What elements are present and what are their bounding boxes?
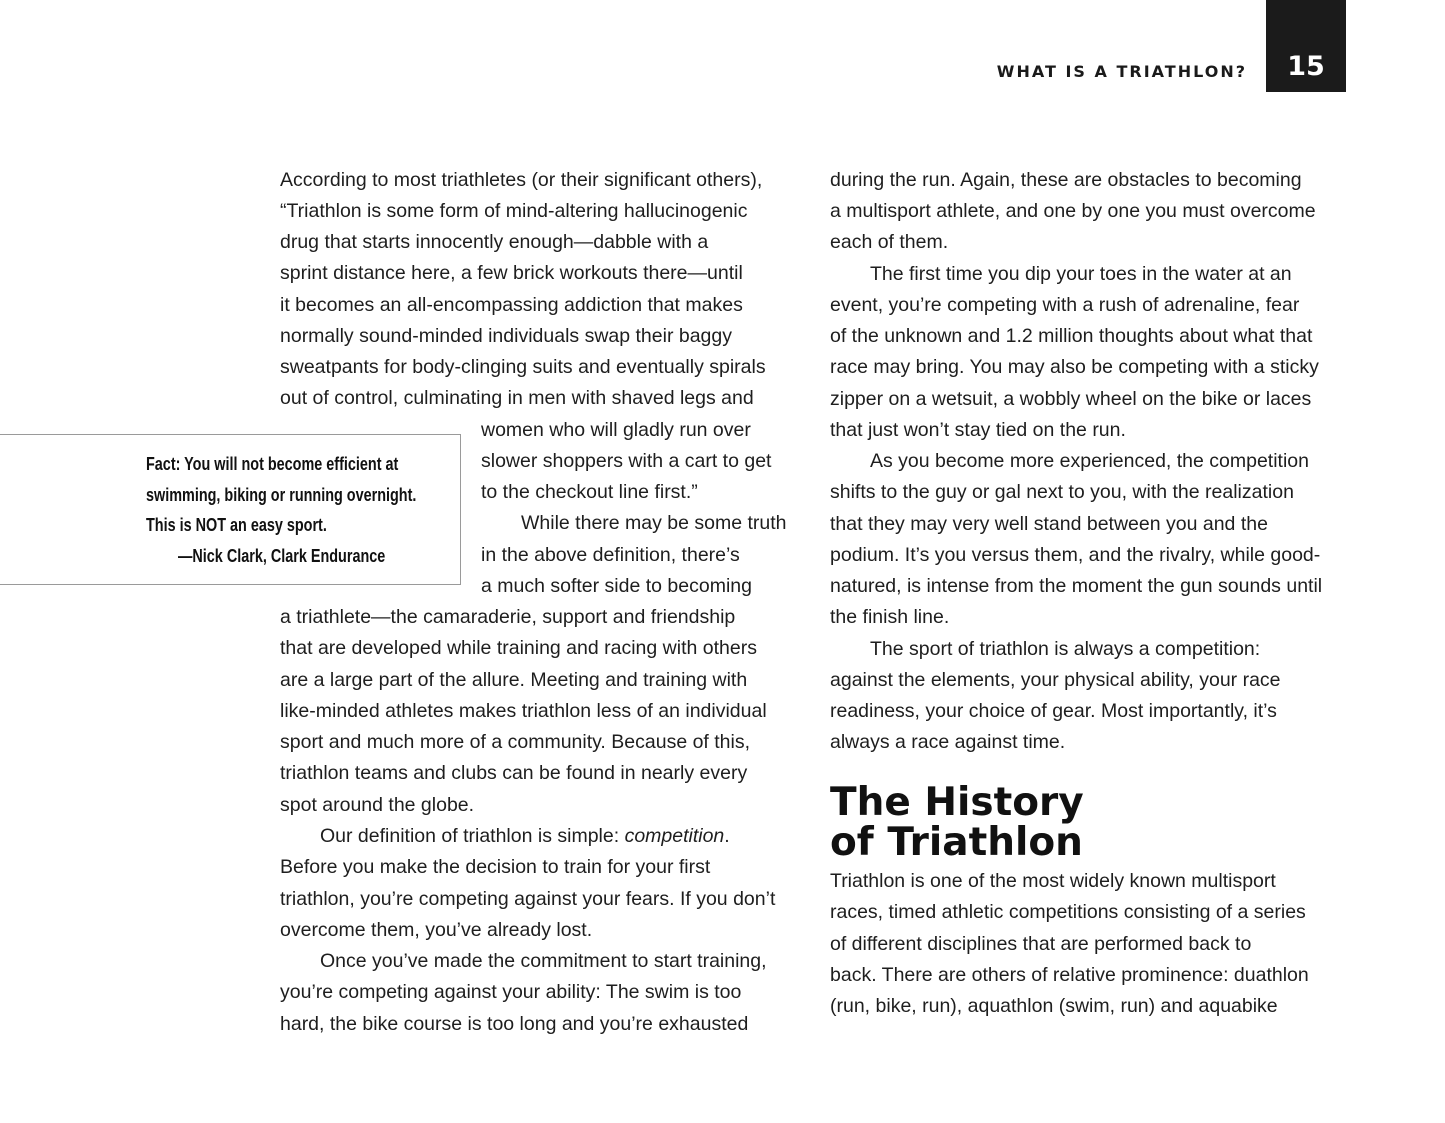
- body-line: The first time you dip your toes in the water at an: [870, 263, 1292, 285]
- body-line: a triathlete—the camaraderie, support and friendship: [280, 606, 736, 628]
- body-line: shifts to the guy or gal next to you, with the realization: [830, 481, 1294, 503]
- body-line: The sport of triathlon is always a competition:: [870, 638, 1261, 660]
- sidebar-line: swimming, biking or running overnight.: [146, 485, 417, 505]
- body-line: hard, the bike course is too long and you’re exhausted: [280, 1013, 749, 1035]
- body-line: Before you make the decision to train for your first: [280, 856, 711, 878]
- body-line: of different disciplines that are performed back to: [830, 933, 1252, 955]
- body-line: that are developed while training and racing with others: [280, 637, 757, 659]
- sidebar-line: This is NOT an easy sport.: [146, 515, 327, 535]
- body-line: that just won’t stay tied on the run.: [830, 419, 1126, 441]
- body-line: always a race against time.: [830, 731, 1066, 753]
- body-line: sprint distance here, a few brick workouts there—until: [280, 262, 743, 284]
- body-line: back. There are others of relative prominence: duathlon: [830, 964, 1309, 986]
- body-line: in the above definition, there’s: [481, 544, 740, 566]
- body-line: sport and much more of a community. Because of this,: [280, 731, 751, 753]
- body-line: According to most triathletes (or their significant others),: [280, 169, 763, 191]
- body-line: it becomes an all-encompassing addiction that makes: [280, 294, 743, 316]
- body-line: of the unknown and 1.2 million thoughts about what that: [830, 325, 1313, 347]
- sidebar-fact-box: [0, 434, 461, 585]
- body-line: Triathlon is one of the most widely known multisport: [830, 870, 1276, 892]
- body-line: you’re competing against your ability: The swim is too: [280, 981, 742, 1003]
- body-line: podium. It’s you versus them, and the rivalry, while good-: [830, 544, 1321, 566]
- body-line: While there may be some truth: [521, 512, 787, 534]
- section-heading-line: of Triathlon: [830, 820, 1083, 865]
- body-line: women who will gladly run over: [481, 419, 751, 441]
- body-line: readiness, your choice of gear. Most importantly, it’s: [830, 700, 1277, 722]
- body-line: (run, bike, run), aquathlon (swim, run) and aquabike: [830, 995, 1278, 1017]
- body-line: triathlon, you’re competing against your fears. If you don’t: [280, 888, 776, 910]
- body-line: a multisport athlete, and one by one you must overcome: [830, 200, 1316, 222]
- body-line: against the elements, your physical ability, your race: [830, 669, 1281, 691]
- body-line: spot around the globe.: [280, 794, 475, 816]
- body-line: are a large part of the allure. Meeting and training with: [280, 669, 748, 691]
- page-number: 15: [1287, 51, 1325, 82]
- body-line: natured, is intense from the moment the gun sounds until: [830, 575, 1323, 597]
- body-line: that they may very well stand between you and the: [830, 513, 1268, 535]
- body-line: out of control, culminating in men with shaved legs and: [280, 387, 754, 409]
- body-line: to the checkout line first.”: [481, 481, 698, 503]
- body-line: a much softer side to becoming: [481, 575, 752, 597]
- body-line: triathlon teams and clubs can be found in nearly every: [280, 762, 748, 784]
- body-line-text: Our definition of triathlon is simple:: [320, 825, 625, 847]
- body-line: [320, 827, 730, 847]
- body-line: races, timed athletic competitions consisting of a series: [830, 901, 1306, 923]
- body-line: sweatpants for body-clinging suits and eventually spirals: [280, 356, 766, 378]
- body-line: slower shoppers with a cart to get: [481, 450, 772, 472]
- body-line: Once you’ve made the commitment to start training,: [320, 950, 767, 972]
- body-line: the finish line.: [830, 606, 950, 628]
- body-line: each of them.: [830, 231, 949, 253]
- body-line: “Triathlon is some form of mind-altering hallucinogenic: [280, 200, 748, 222]
- body-line: As you become more experienced, the competition: [870, 450, 1309, 472]
- body-line: drug that starts innocently enough—dabble with a: [280, 231, 709, 253]
- body-line: normally sound-minded individuals swap their baggy: [280, 325, 732, 347]
- section-heading: [830, 780, 1084, 865]
- emphasis-word: competition: [624, 825, 725, 847]
- body-line: overcome them, you’ve already lost.: [280, 919, 593, 941]
- sidebar-line: Fact: You will not become efficient at: [146, 454, 399, 474]
- body-line-punct: .: [724, 825, 730, 847]
- sidebar-attribution: —Nick Clark, Clark Endurance: [178, 546, 386, 566]
- body-line: zipper on a wetsuit, a wobbly wheel on the bike or laces: [830, 388, 1312, 410]
- page-number-box: [1266, 0, 1346, 92]
- body-line: like-minded athletes makes triathlon less of an individual: [280, 700, 767, 722]
- section-heading-line: The History: [830, 780, 1084, 825]
- body-line: event, you’re competing with a rush of adrenaline, fear: [830, 294, 1300, 316]
- body-line: during the run. Again, these are obstacles to becoming: [830, 169, 1302, 191]
- running-head-title: WHAT IS A TRIATHLON?: [996, 62, 1247, 81]
- body-line: race may bring. You may also be competing with a sticky: [830, 356, 1319, 378]
